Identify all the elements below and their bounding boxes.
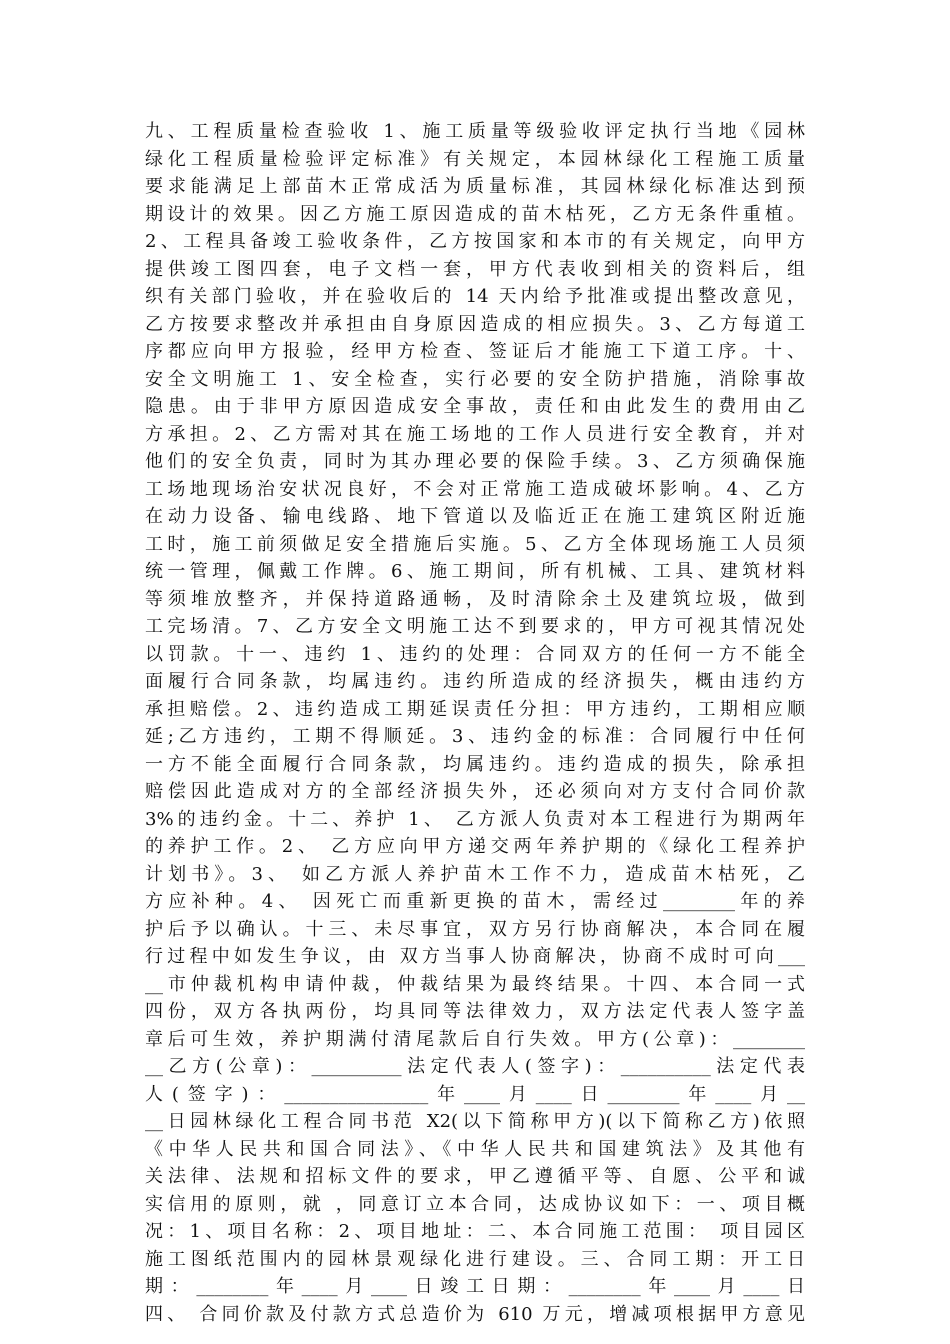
text-line: 要求能满足上部苗木正常成活为质量标准，其园林绿化标准达到预 — [145, 176, 805, 197]
text-line: 护后予以确认。十三、未尽事宜，双方另行协商解决，本合同在履 — [145, 918, 805, 940]
text-line: 绿化工程质量检验评定标准》有关规定，本园林绿化工程施工质量 — [145, 148, 805, 170]
text-line: __日园林绿化工程合同书范 X2(以下简称甲方)(以下简称乙方)依照 — [145, 1111, 805, 1132]
text-line: 乙方按要求整改并承担由自身原因造成的相应损失。3、乙方每道工 — [145, 313, 805, 335]
text-line: 施工图纸范围内的园林景观绿化进行建设。三、合同工期：开工日 — [145, 1248, 805, 1270]
text-line: 四份，双方各执两份，均具同等法律效力，双方法定代表人签字盖 — [145, 1001, 805, 1022]
text-line: 期设计的效果。因乙方施工原因造成的苗木枯死，乙方无条件重植。 — [145, 203, 805, 225]
text-line: 提供竣工图四套，电子文档一套，甲方代表收到相关的资料后，组 — [145, 258, 805, 280]
text-line: 工时，施工前须做足安全措施后实施。5、乙方全体现场施工人员须 — [145, 533, 805, 555]
text-line: 实信用的原则，就 ，同意订立本合同，达成协议如下：一、项目概 — [145, 1193, 805, 1215]
text-line: 等须堆放整齐，并保持道路通畅，及时清除余土及建筑垃圾，做到 — [145, 588, 805, 610]
text-line: 赔偿因此造成对方的全部经济损失外，还必须向对方支付合同价款 — [145, 781, 805, 802]
text-line: 工完场清。7、乙方安全文明施工达不到要求的，甲方可视其情况处 — [145, 616, 805, 637]
text-line: __乙方(公章)：__________法定代表人(签字)：__________法定代表 — [145, 1056, 805, 1077]
text-line: 《中华人民共和国合同法》、《中华人民共和国建筑法》及其他有 — [145, 1138, 805, 1160]
text-line: 安全文明施工 1、安全检查，实行必要的安全防护措施，消除事故 — [145, 368, 805, 390]
text-line: 方应补种。4、 因死亡而重新更换的苗木，需经过________年的养 — [145, 891, 805, 912]
text-line: 的养护工作。2、 乙方应向甲方递交两年养护期的《绿化工程养护 — [145, 836, 805, 857]
text-line: __市仲裁机构申请仲裁，仲裁结果为最终结果。十四、本合同一式 — [145, 973, 805, 995]
text-line: 况：1、项目名称：2、项目地址：二、本合同施工范围： 项目园区 — [145, 1221, 805, 1242]
text-line: 人(签字)：________________年____月____日________年____月__ — [145, 1083, 805, 1105]
text-line: 承担赔偿。2、违约造成工期延误责任分担：甲方违约，工期相应顺 — [145, 698, 805, 720]
text-line: 隐患。由于非甲方原因造成安全事故，责任和由此发生的费用由乙 — [145, 396, 805, 417]
text-line: 一方不能全面履行合同条款，均属违约。违约造成的损失，除承担 — [145, 753, 805, 775]
text-line: 期：________年____月____日竣工日期：________年____月____日 — [145, 1276, 805, 1297]
text-line: 统一管理，佩戴工作牌。6、施工期间，所有机械、工具、建筑材料 — [145, 561, 805, 582]
contract-body-text — [145, 118, 805, 1328]
text-line: 织有关部门验收，并在验收后的 14 天内给予批准或提出整改意见， — [145, 286, 805, 307]
text-line: 章后可生效，养护期满付清尾款后自行失效。甲方(公章)：________ — [145, 1028, 805, 1050]
text-line: 序都应向甲方报验，经甲方检查、签证后才能施工下道工序。十、 — [145, 341, 805, 362]
text-line: 他们的安全负责，同时为其办理必要的保险手续。3、乙方须确保施 — [145, 451, 805, 472]
text-line: 工场地现场治安状况良好，不会对正常施工造成破坏影响。4、乙方 — [145, 478, 805, 500]
text-line: 面履行合同条款，均属违约。违约所造成的经济损失，概由违约方 — [145, 671, 805, 692]
text-line: 以罚款。十一、违约 1、违约的处理：合同双方的任何一方不能全 — [145, 643, 805, 665]
text-line: 行过程中如发生争议，由 双方当事人协商解决，协商不成时可向___ — [145, 946, 805, 967]
text-line: 方承担。2、乙方需对其在施工场地的工作人员进行安全教育，并对 — [145, 423, 805, 445]
text-line: 关法律、法规和招标文件的要求，甲乙遵循平等、自愿、公平和诚 — [145, 1166, 805, 1187]
text-line: 2、工程具备竣工验收条件，乙方按国家和本市的有关规定，向甲方 — [145, 231, 805, 252]
text-line: 四、 合同价款及付款方式总造价为 610 万元，增减项根据甲方意见 — [145, 1303, 805, 1325]
text-line: 计划书》。3、 如乙方派人养护苗木工作不力，造成苗木枯死，乙 — [145, 863, 805, 885]
text-line: 延;乙方违约，工期不得顺延。3、违约金的标准：合同履行中任何 — [145, 726, 805, 747]
text-line: 3%的违约金。十二、养护 1、 乙方派人负责对本工程进行为期两年 — [145, 808, 805, 830]
text-line: 在动力设备、输电线路、地下管道以及临近正在施工建筑区附近施 — [145, 506, 805, 527]
text-line: 九、工程质量检查验收 1、施工质量等级验收评定执行当地《园林 — [145, 121, 805, 142]
